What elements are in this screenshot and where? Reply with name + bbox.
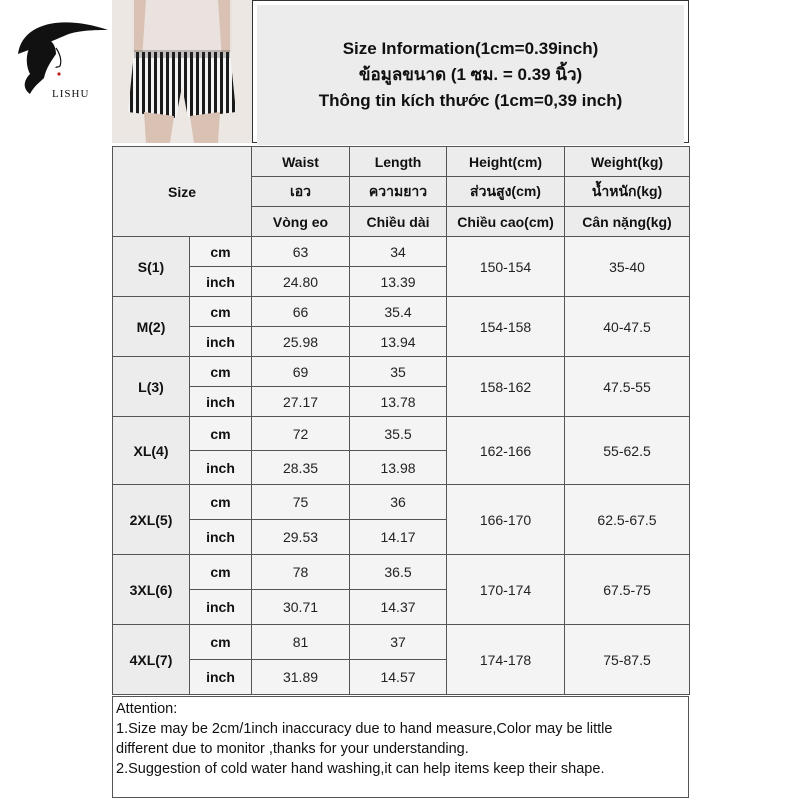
waist-value: 31.89 <box>252 660 350 695</box>
length-value: 13.94 <box>350 327 447 357</box>
attention-line: 2.Suggestion of cold water hand washing,it can help items keep their shape. <box>116 761 605 777</box>
unit-label: cm <box>190 625 252 660</box>
unit-label: inch <box>190 660 252 695</box>
height-range: 170-174 <box>447 555 565 625</box>
length-value: 14.17 <box>350 520 447 555</box>
waist-value: 78 <box>252 555 350 590</box>
height-range: 154-158 <box>447 297 565 357</box>
unit-label: inch <box>190 267 252 297</box>
length-value: 35.5 <box>350 417 447 451</box>
weight-range: 40-47.5 <box>565 297 690 357</box>
column-header-weight: Weight(kg) <box>565 147 690 177</box>
length-value: 14.37 <box>350 590 447 625</box>
waist-value: 24.80 <box>252 267 350 297</box>
size-information-header <box>252 0 689 143</box>
waist-value: 27.17 <box>252 387 350 417</box>
waist-value: 72 <box>252 417 350 451</box>
waist-value: 69 <box>252 357 350 387</box>
brand-name: LISHU <box>52 88 90 100</box>
unit-label: inch <box>190 451 252 485</box>
waist-value: 66 <box>252 297 350 327</box>
length-value: 34 <box>350 237 447 267</box>
length-value: 35 <box>350 357 447 387</box>
column-header-weight-thai: น้ำหนัก(kg) <box>565 177 690 207</box>
waist-value: 30.71 <box>252 590 350 625</box>
unit-label: inch <box>190 387 252 417</box>
weight-range: 67.5-75 <box>565 555 690 625</box>
size-label: 4XL(7) <box>113 625 190 695</box>
brand-logo <box>4 8 116 98</box>
size-label: XL(4) <box>113 417 190 485</box>
column-header-height-thai: ส่วนสูง(cm) <box>447 177 565 207</box>
unit-label: cm <box>190 297 252 327</box>
woman-with-hat-logo-icon <box>4 8 116 98</box>
unit-label: inch <box>190 520 252 555</box>
column-header-height-vietnamese: Chiều cao(cm) <box>447 207 565 237</box>
length-value: 13.39 <box>350 267 447 297</box>
waist-value: 81 <box>252 625 350 660</box>
column-header-waist: Waist <box>252 147 350 177</box>
column-header-length-vietnamese: Chiều dài <box>350 207 447 237</box>
length-value: 35.4 <box>350 297 447 327</box>
attention-title: Attention: <box>116 701 178 717</box>
waist-value: 63 <box>252 237 350 267</box>
length-value: 37 <box>350 625 447 660</box>
weight-range: 47.5-55 <box>565 357 690 417</box>
unit-label: inch <box>190 590 252 625</box>
column-header-waist-thai: เอว <box>252 177 350 207</box>
waist-value: 75 <box>252 485 350 520</box>
unit-label: cm <box>190 417 252 451</box>
length-value: 13.78 <box>350 387 447 417</box>
waist-value: 29.53 <box>252 520 350 555</box>
size-label: M(2) <box>113 297 190 357</box>
height-range: 166-170 <box>447 485 565 555</box>
column-header-length: Length <box>350 147 447 177</box>
unit-label: cm <box>190 555 252 590</box>
height-range: 150-154 <box>447 237 565 297</box>
header-title-vietnamese: Thông tin kích thước (1cm=0,39 inch) <box>318 91 623 110</box>
weight-range: 75-87.5 <box>565 625 690 695</box>
attention-notes <box>112 696 689 798</box>
attention-line: different due to monitor ,thanks for your understanding. <box>116 741 469 757</box>
size-column-header: Size <box>113 147 252 237</box>
length-value: 14.57 <box>350 660 447 695</box>
height-range: 162-166 <box>447 417 565 485</box>
size-label: S(1) <box>113 237 190 297</box>
unit-label: cm <box>190 357 252 387</box>
unit-label: cm <box>190 485 252 520</box>
waist-value: 25.98 <box>252 327 350 357</box>
column-header-height: Height(cm) <box>447 147 565 177</box>
size-chart-table <box>112 146 690 695</box>
size-label: 2XL(5) <box>113 485 190 555</box>
weight-range: 62.5-67.5 <box>565 485 690 555</box>
header-title-thai: ข้อมูลขนาด (1 ซม. = 0.39 นิ้ว) <box>358 65 583 84</box>
unit-label: cm <box>190 237 252 267</box>
height-range: 158-162 <box>447 357 565 417</box>
header-title-english: Size Information(1cm=0.39inch) <box>342 39 599 58</box>
unit-label: inch <box>190 327 252 357</box>
waist-value: 28.35 <box>252 451 350 485</box>
height-range: 174-178 <box>447 625 565 695</box>
striped-shorts-image <box>112 0 252 143</box>
size-label: 3XL(6) <box>113 555 190 625</box>
size-label: L(3) <box>113 357 190 417</box>
attention-line: 1.Size may be 2cm/1inch inaccuracy due to hand measure,Color may be little <box>116 721 613 737</box>
weight-range: 35-40 <box>565 237 690 297</box>
product-photo <box>112 0 252 143</box>
column-header-weight-vietnamese: Cân nặng(kg) <box>565 207 690 237</box>
length-value: 36.5 <box>350 555 447 590</box>
weight-range: 55-62.5 <box>565 417 690 485</box>
column-header-waist-vietnamese: Vòng eo <box>252 207 350 237</box>
length-value: 13.98 <box>350 451 447 485</box>
column-header-length-thai: ความยาว <box>350 177 447 207</box>
length-value: 36 <box>350 485 447 520</box>
